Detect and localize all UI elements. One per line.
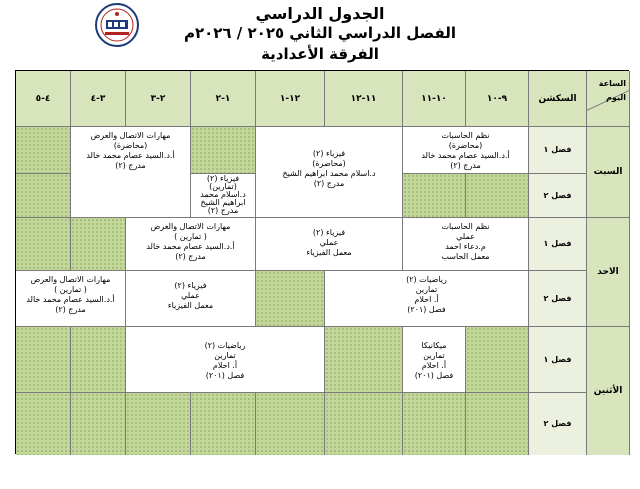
page-header xyxy=(0,0,640,70)
section-1-label: فصل ١ xyxy=(529,127,587,174)
class-entry: فيزياء (٢) عملي معمل الفيزياء xyxy=(256,218,403,271)
class-entry: فيزياء (٢) (محاضرة) د.اسلام محمد ابراهيم الشيخ مدرج (٢) xyxy=(256,127,403,218)
section-2-label: فصل ٢ xyxy=(529,393,587,455)
class-entry: نظم الحاسبات عملي م.دعاء احمد معمل الحاسب xyxy=(403,218,529,271)
university-logo xyxy=(93,2,141,48)
day-sunday: الاحد xyxy=(587,218,630,327)
day-monday: الأثنين xyxy=(587,327,630,455)
class-entry: رياضيات (٢) تمارين أ. احلام فصل (٢٠١) xyxy=(325,271,529,327)
slot-header: ٣-٤ xyxy=(71,71,126,127)
slot-header: ١١-١٢ xyxy=(325,71,403,127)
corner-hour-label: الساعة xyxy=(598,79,626,88)
empty-slot xyxy=(126,393,191,455)
empty-slot xyxy=(466,327,529,393)
empty-slot xyxy=(325,393,403,455)
empty-slot xyxy=(403,174,466,218)
class-entry: نظم الحاسبات (محاضرة) أ.د.السيد عصام محمد خالد مدرج (٢) xyxy=(403,127,529,174)
class-entry: مهارات الاتصال والعرض (محاضرة) أ.د.السيد عصام محمد خالد مدرج (٢) xyxy=(71,127,191,218)
schedule-table xyxy=(15,70,629,454)
class-entry: ميكانيكا تمارين أ. احلام فصل (٢٠١) xyxy=(403,327,466,393)
corner-cell xyxy=(587,71,630,127)
section-1-label: فصل ١ xyxy=(529,218,587,271)
section-2-label: فصل ٢ xyxy=(529,271,587,327)
empty-slot xyxy=(466,174,529,218)
empty-slot xyxy=(71,327,126,393)
class-entry: فيزياء (٢) عملي معمل الفيزياء xyxy=(126,271,256,327)
class-entry: مهارات الاتصال والعرض ( تمارين ) أ.د.السيد عصام محمد خالد مدرج (٢) xyxy=(126,218,256,271)
day-saturday: السبت xyxy=(587,127,630,218)
empty-slot xyxy=(16,127,71,174)
empty-slot xyxy=(16,393,71,455)
empty-slot xyxy=(256,393,325,455)
empty-slot xyxy=(71,393,126,455)
empty-slot xyxy=(16,218,71,271)
section-header: السكشن xyxy=(529,71,587,127)
section-1-label: فصل ١ xyxy=(529,327,587,393)
semester-title: الفصل الدراسي الثاني ٢٠٢٥ / ٢٠٢٦م xyxy=(183,24,457,42)
page-title: الجدول الدراسي xyxy=(255,4,385,23)
slot-header: ٩-١٠ xyxy=(466,71,529,127)
slot-header: ٢-٣ xyxy=(126,71,191,127)
empty-slot xyxy=(16,327,71,393)
slot-header: ١-٢ xyxy=(191,71,256,127)
slot-header: ١٢-١ xyxy=(256,71,325,127)
empty-slot xyxy=(71,218,126,271)
slot-header: ٤-٥ xyxy=(16,71,71,127)
empty-slot xyxy=(191,127,256,174)
class-entry: مهارات الاتصال والعرض ( تمارين ) أ.د.السيد عصام محمد خالد مدرج (٢) xyxy=(16,271,126,327)
empty-slot xyxy=(325,327,403,393)
empty-slot xyxy=(16,174,71,218)
empty-slot xyxy=(403,393,466,455)
class-entry: فيزياء (٢) (تمارين) د.اسلام محمد ابراهيم الشيخ مدرج (٢) xyxy=(191,174,256,218)
corner-day-label: اليوم xyxy=(606,93,626,102)
group-title: الفرقة الأعدادية xyxy=(261,45,379,63)
class-entry: رياضيات (٢) تمارين أ. احلام فصل (٢٠١) xyxy=(126,327,325,393)
section-2-label: فصل ٢ xyxy=(529,174,587,218)
empty-slot xyxy=(256,271,325,327)
slot-header: ١٠-١١ xyxy=(403,71,466,127)
empty-slot xyxy=(466,393,529,455)
empty-slot xyxy=(191,393,256,455)
